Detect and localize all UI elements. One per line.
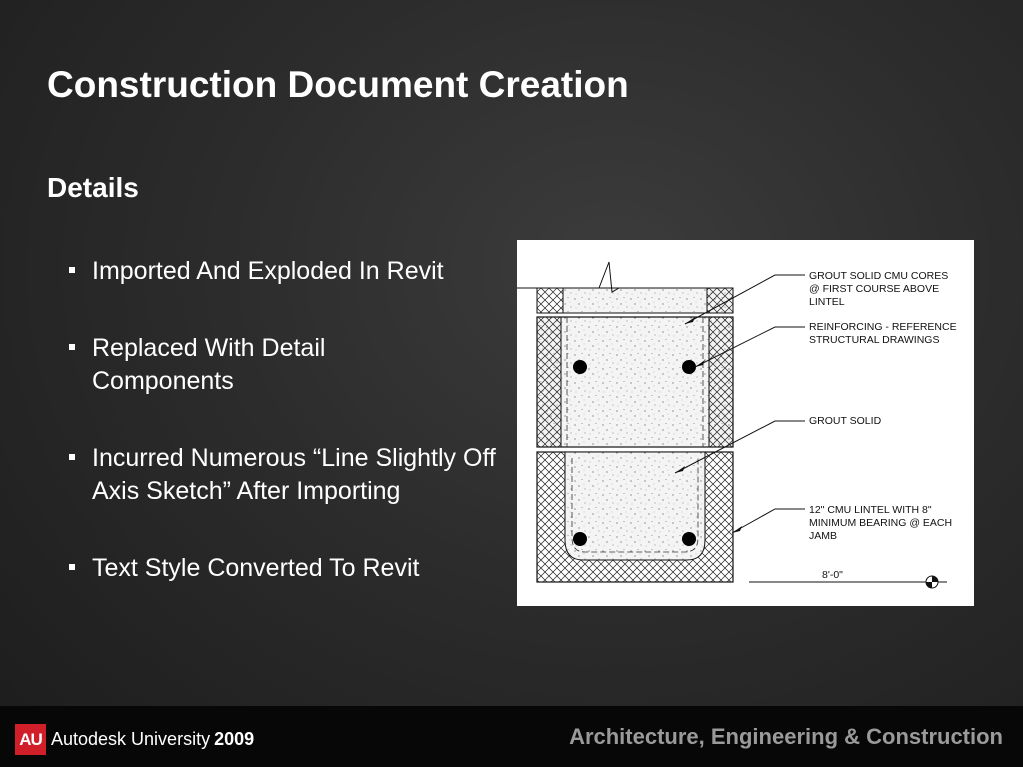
bullet-item — [67, 442, 507, 508]
bullet-item — [67, 552, 507, 585]
footer-bar — [0, 706, 1023, 767]
rebar-bottom-right — [682, 532, 696, 546]
lintel-section-svg — [517, 240, 974, 606]
note-grout-solid: GROUT SOLID — [809, 415, 882, 427]
rebar-bottom-left — [573, 532, 587, 546]
bullet-text: Text Style Converted To Revit — [92, 554, 420, 582]
lintel-detail-drawing — [517, 240, 974, 606]
track-title: Architecture, Engineering & Construction — [569, 724, 1003, 749]
section-heading: Details — [47, 172, 139, 203]
brand-name-text: Autodesk University — [51, 729, 211, 749]
elevation-target-icon — [926, 576, 938, 588]
bullet-square-icon — [69, 267, 75, 273]
rebar-top-left — [573, 360, 587, 374]
brand-name — [51, 724, 254, 755]
bullet-item — [67, 332, 392, 398]
bullet-text: Imported And Exploded In Revit — [92, 257, 444, 285]
au-logo: AU — [15, 724, 46, 755]
note-lintel-line1: 12" CMU LINTEL WITH 8" — [809, 504, 932, 516]
note-lintel-line3: JAMB — [809, 530, 838, 542]
note-grout-cores-line1: GROUT SOLID CMU CORES — [809, 270, 949, 282]
note-grout-cores-line3: LINTEL — [809, 296, 845, 308]
bullet-item — [67, 255, 507, 288]
note-grout-cores-line2: @ FIRST COURSE ABOVE — [809, 283, 940, 295]
note-lintel-line2: MINIMUM BEARING @ EACH — [809, 517, 953, 529]
bullet-square-icon — [69, 344, 75, 350]
note-reinforcing-line2: STRUCTURAL DRAWINGS — [809, 334, 940, 346]
brand-year: 2009 — [214, 729, 255, 749]
dimension-label: 8'-0" — [822, 569, 843, 581]
note-reinforcing-line1: REINFORCING - REFERENCE — [809, 321, 957, 333]
bullet-list — [67, 255, 507, 629]
bullet-text: Replaced With Detail Components — [92, 334, 326, 395]
bullet-square-icon — [69, 454, 75, 460]
break-line — [517, 262, 732, 292]
slide-title: Construction Document Creation — [47, 64, 629, 105]
rebar-top-right — [682, 360, 696, 374]
bullet-text: Incurred Numerous “Line Slightly Off Axis Sketch” After Importing — [92, 444, 496, 505]
bullet-square-icon — [69, 564, 75, 570]
